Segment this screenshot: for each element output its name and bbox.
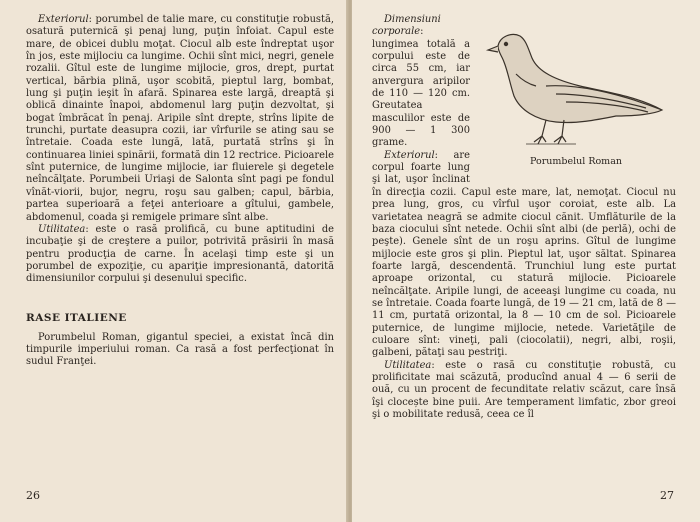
figure-caption: Porumbelul Roman <box>530 156 622 167</box>
right-page <box>352 0 700 522</box>
exterior-paragraph-right <box>372 150 676 360</box>
exterior-text-right: : are corpul foarte lung şi lat, uşor înclinat în direcţia cozii. Capul este mare, lat, nemoţat. Ciocul nu prea lung, gros, cu vîrful uşor coroiat, este alb. La varietatea neagră se admite ciocul cănit. Umflăturile de la baza ciocului sînt netede. Ochii sînt albi (de perlă), ochi de peşte). Genele sînt de un roşu aprins. Gîtul de lungime mijlocie este gros şi plin. Pieptul lat, uşor săltat. Spinarea foarte largă, descendentă. Trunchiul lung este purtat aproape orizontal, cu statură mijlocie. Picioarele neîncălţate. Aripile lungi, de aceeaşi lungime cu coada, nu se întretaie. Coada foarte lungă, de 19 — 21 cm, lată de 8 — 11 cm, purtată orizontal, la 8 — 10 cm de sol. Picioarele puternice, de lungime mijlocie, netede. Varietăţile de culoare sînt: vineţi, pali (ciocolatii), negri, albi, roşii, galbeni, pătaţi sau pestriţi. <box>372 149 676 359</box>
exterior-text: : porumbel de talie mare, cu constituţie robustă, osatură puternică şi penaj lung, puţin înfoiat. Capul este mare, de obicei dublu moţat. Ciocul alb este îndreptat uşor în jos, este mijlociu ca lungime. Ochii sînt mici, negri, genele rozalii. Gîtul este de lungime mijlocie, gros, drept, purtat vertical, bărbia plină, uşor scobită, pieptul larg, bombat, lung şi puţin ieşit în afară. Spinarea este largă, dreaptă şi oblică dinainte înapoi, abdomenul larg puţin dezvoltat, şi bogat îmbrăcat în penaj. Aripile sînt drepte, strîns lipite de trunchi, purtate deasupra cozii, iar vîrfurile se ating sau se întretaie. Coada este lungă, lată, purtată strîns şi în continuarea liniei spinării, formată din 12 rectrice. Picioarele sînt puternice, de lungime mijlocie, iar fluierele şi degetele neîncălţate. Porumbeii Uriaşi de Salonta sînt pagi pe fondul vînăt-viorii, bujor, negru, roşu sau galben; capul, bărbia, partea superioară a feţei anterioare a gîtului, gambele, abdomenul, coada şi remigele primare sînt albe. <box>26 14 334 223</box>
page-number-right: 27 <box>660 489 674 502</box>
utility-paragraph-right <box>372 360 676 422</box>
section-heading: RASE ITALIENE <box>26 311 127 324</box>
breed-name: Porumbelul Roman <box>38 331 137 343</box>
intro-text: , gigantul speciei, a existat încă din timpurile imperiului roman. Ca rasă a fost perfecţionat în sudul Franţei. <box>26 331 335 368</box>
exterior-paragraph <box>26 14 334 224</box>
dimensions-label: Dimensiuni corporale <box>372 14 441 38</box>
utility-text-right: : este o rasă cu constituţie robustă, cu prolificitate mai scăzută, producînd anual 4 — 6 serii de ouă, cu un procent de fecunditate relativ scăzut, care însă îşi clocește bine puii. Are temperament limfatic, zbor greoi şi o mobilitate redusă, ceea ce îl <box>372 359 676 420</box>
exterior-label: Exteriorul <box>38 14 89 25</box>
exterior-label-right: Exteriorul <box>384 149 435 161</box>
left-page <box>0 0 348 522</box>
utility-label: Utilitatea <box>38 223 86 235</box>
figure <box>476 14 676 172</box>
intro-paragraph <box>26 332 334 369</box>
utility-paragraph <box>26 224 334 286</box>
utility-text: : este o rasă prolifică, cu bune aptitudini de incubaţie şi de creştere a puilor, potrivită prăsirii în masă pentru producţia de carne. În acelaşi timp este şi un porumbel de expoziţie, cu apariţie impresionantă, datorită dimensiunilor corpului şi desenului specific. <box>26 223 334 285</box>
page-number-left: 26 <box>26 489 40 502</box>
utility-label-right: Utilitatea <box>384 359 432 371</box>
dimensions-text: : lungimea totală a corpului este de circa 55 cm, iar anvergura aripilor de 110 — 120 cm. Greutatea masculilor este de 900 — 1 300 grame. <box>372 26 470 149</box>
pigeon-illustration <box>476 14 676 152</box>
